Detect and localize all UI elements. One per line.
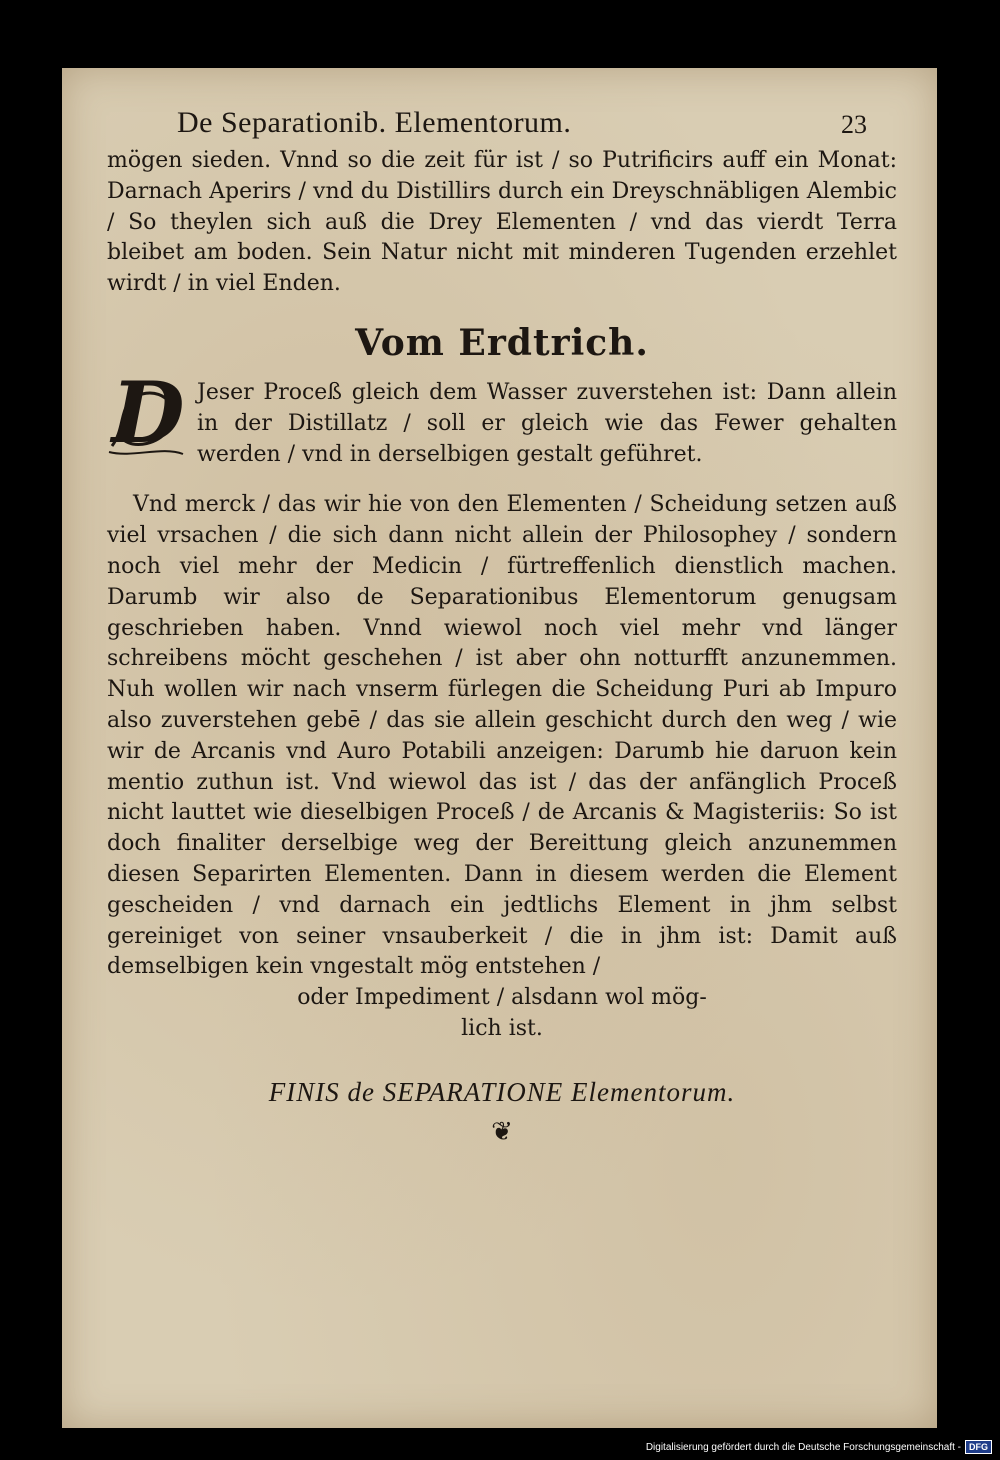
fleuron-icon: ❦ (491, 1116, 513, 1147)
footer-credit-text: Digitalisierung gefördert durch die Deutsche Forschungsgemeinschaft - (645, 1441, 961, 1453)
finis-colophon: FINIS de SEPARATIONE Elementorum. (268, 1076, 736, 1107)
paragraph-continuation: mögen sieden. Vnnd so die zeit für ist / so Putrificirs auff ein Monat: Darnach Aperirs / vnd du Distillirs durch ein Dreyschnäbligen Alembic / So theylen sich auß die Drey Elementen / vnd das vierdt Terra bleibet am boden. Sein Natur nicht mit minderen Tugenden erzehlet wirdt / in viel Enden. (107, 148, 897, 297)
paragraph-process: Jeser Proceß gleich dem Wasser zuverstehen ist: Dann allein in der Distillatz / soll er gleich wie das Fewer gehalten werden / vnd in derselbigen gestalt geführet. (197, 379, 897, 467)
page-number: 23 (841, 110, 867, 139)
page-content (107, 98, 897, 1147)
section-heading: Vom Erdtrich. (355, 321, 649, 364)
running-head (107, 98, 897, 144)
footer-credit (646, 1440, 992, 1454)
running-title: De Separationib. Elementorum. (177, 106, 572, 139)
dfg-logo-icon: DFG (965, 1440, 992, 1454)
closing-line-1: oder Impediment / alsdann wol mög- (297, 985, 707, 1011)
book-page (62, 68, 937, 1428)
paragraph-main: Vnd merck / das wir hie von den Elementen / Scheidung setzen auß viel vrsachen / die sich dann nicht allein der Philosophey / sondern noch viel mehr der Medicin / fürtreffenlich dienstlich machen. Darumb wir also de Separationibus Elementorum genugsam geschrieben haben. Vnnd wiewol noch viel mehr vnd länger schreibens möcht geschehen / ist aber ohn notturfft anzunemmen. Nuh wollen wir nach vnserm fürlegen die Scheidung Puri ab Impuro also zuverstehen gebē / das sie allein geschicht durch den weg / wie wir de Arcanis vnd Auro Potabili anzeigen: Darumb hie daruon kein mentio zuthun ist. Vnd wiewol das ist / das der anfänglich Proceß nicht lauttet wie dieselbigen Proceß / de Arcanis & Magisteriis: So ist doch finaliter derselbige weg der Bereittung gleich anzunemmen diesen Separirten Elementen. Dann in diesem werden die Element gescheiden / vnd darnach ein jedtlichs Element in jhm selbst gereiniget von seiner vnsauberkeit / die in jhm ist: Damit auß demselbigen kein vngestalt mög entstehen / (107, 492, 897, 980)
closing-line-2: lich ist. (461, 1015, 543, 1041)
dropcap-paragraph (107, 362, 897, 470)
dropcap-letter: D (111, 362, 185, 462)
